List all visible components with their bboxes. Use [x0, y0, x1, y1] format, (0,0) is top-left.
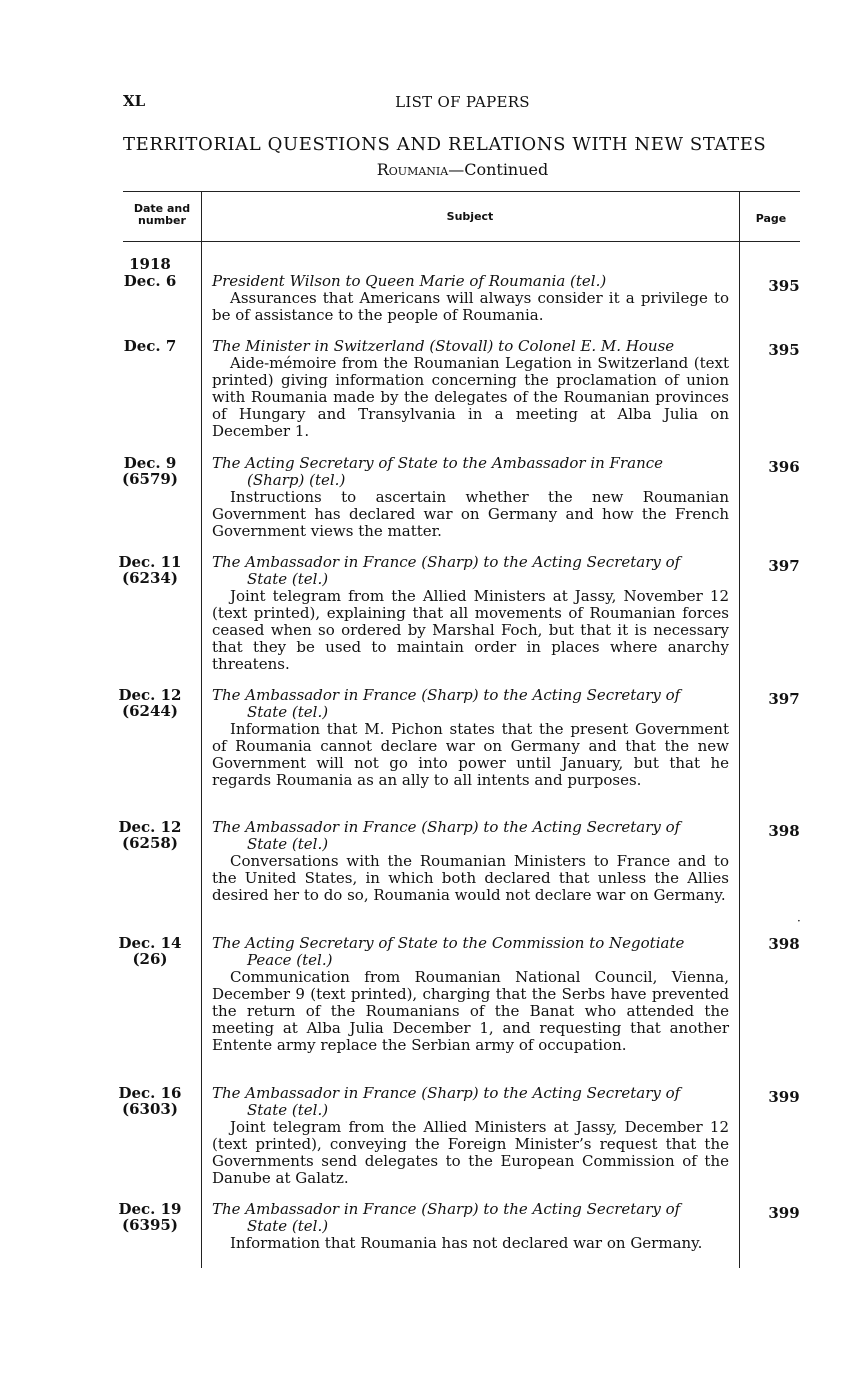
entry-title-line1: The Acting Secretary of State to the Ambassador in France [212, 454, 664, 472]
entry-date [110, 554, 190, 586]
entry-title [212, 935, 729, 969]
date-header-line1: Date and [133, 202, 191, 215]
entry-summary: Joint telegram from the Allied Ministers at Jassy, November 12 (text printed), explaining that all movements of Roumanian forces ceased when so ordered by Marshal Foch, but that it is necessary that they be used to maintain order in places where anarchy threatens. [212, 587, 729, 673]
entry-date-text: Dec. 12 [118, 686, 182, 704]
list-item [212, 819, 729, 904]
entry-date-text: Dec. 7 [123, 337, 177, 355]
entry-title-line2: State (tel.) [247, 835, 329, 853]
list-item [212, 1085, 729, 1187]
section-title: TERRITORIAL QUESTIONS AND RELATIONS WITH NEW STATES [123, 134, 767, 155]
entry-page: 395 [768, 277, 800, 295]
subsection-main: Roumania [376, 160, 449, 179]
header-bottom-rule [123, 241, 800, 242]
entry-title-line1: The Ambassador in France (Sharp) to the Acting Secretary of [212, 818, 681, 836]
list-item [212, 554, 729, 673]
entry-title [212, 819, 729, 853]
entry-summary: Information that M. Pichon states that the present Government of Roumania cannot declare war on Germany and that the new Government will not go into power until January, but that he regards Roumania as an ally to all intents and purposes. [212, 720, 729, 789]
stray-dot: · [797, 914, 801, 928]
entry-title [212, 554, 729, 588]
subsection-title [0, 160, 850, 179]
entry-summary: Conversations with the Roumanian Ministers to France and to the United States, in which both declared that unless the Allies desired her to do so, Roumania would not declare war on Germany. [212, 852, 729, 904]
list-item [212, 935, 729, 1054]
entry-number: (6395) [122, 1216, 178, 1234]
entry-title-line2: (Sharp) (tel.) [247, 471, 346, 489]
entry-summary: Aide-mémoire from the Roumanian Legation in Switzerland (text printed) giving information concerning the proclamation of union with Roumania made by the delegates of the Roumanian provinces of Hungary and Transylvania in a meeting at Alba Julia on December 1. [212, 354, 729, 440]
entry-title-line2: Peace (tel.) [247, 951, 333, 969]
entry-title-line1: The Acting Secretary of State to the Commission to Negotiate [212, 934, 685, 952]
entry-title [212, 455, 729, 489]
entry-number: (6303) [122, 1100, 178, 1118]
entry-summary: Communication from Roumanian National Council, Vienna, December 9 (text printed), charging that the Serbs have prevented the return of the Roumanians of the Banat who attended the meeting at Alba Julia December 1, and requesting that another Entente army replace the Serbian army of occupation. [212, 968, 729, 1054]
list-item [212, 455, 729, 540]
entry-summary: Assurances that Americans will always consider it a privilege to be of assistance to the people of Roumania. [212, 289, 729, 324]
entry-number: (26) [132, 950, 168, 968]
year-label: 1918 [129, 255, 171, 273]
entry-page: 397 [768, 557, 800, 575]
entry-page: 397 [768, 690, 800, 708]
date-header-line2: number [138, 214, 186, 227]
entry-date [110, 819, 190, 851]
entry-title-line1: President Wilson to Queen Marie of Roumania (tel.) [212, 272, 607, 290]
entry-summary: Instructions to ascertain whether the new Roumanian Government has declared war on Germany and how the French Government views the matter. [212, 488, 729, 540]
subject-column-header: Subject [446, 210, 494, 223]
entry-page: 399 [768, 1204, 800, 1222]
entry-page: 395 [768, 341, 800, 359]
list-item [212, 687, 729, 789]
entry-title [212, 338, 729, 355]
list-item [212, 1201, 729, 1252]
page-number: XL [123, 92, 146, 110]
entry-number: (6234) [122, 569, 178, 587]
entry-title [212, 1201, 729, 1235]
entry-date-text: Dec. 12 [118, 818, 182, 836]
column-divider-left [201, 191, 202, 1268]
entry-summary: Information that Roumania has not declared war on Germany. [230, 1234, 703, 1252]
entry-page: 398 [768, 935, 800, 953]
entry-date [110, 273, 190, 289]
entry-title-line2: State (tel.) [247, 570, 329, 588]
column-divider-right [739, 191, 740, 1268]
entry-title-line2: State (tel.) [247, 703, 329, 721]
entry-number: (6579) [122, 470, 178, 488]
running-head: LIST OF PAPERS [395, 93, 530, 111]
entry-summary: Joint telegram from the Allied Ministers at Jassy, December 12 (text printed), conveying the Foreign Minister’s request that the Governments send delegates to the European Commission of the Danube at Galatz. [212, 1118, 729, 1187]
entry-page: 398 [768, 822, 800, 840]
page-column-header: Page [755, 212, 787, 225]
entry-date-text: Dec. 6 [123, 272, 177, 290]
entry-date [110, 1085, 190, 1117]
entry-date-text: Dec. 14 [118, 934, 182, 952]
entry-title [212, 687, 729, 721]
entry-number: (6244) [122, 702, 178, 720]
entry-date-text: Dec. 11 [118, 553, 182, 571]
entry-date-text: Dec. 19 [118, 1200, 182, 1218]
entry-date-text: Dec. 16 [118, 1084, 182, 1102]
entry-date [110, 338, 190, 354]
entry-title-line2: State (tel.) [247, 1217, 329, 1235]
entry-date [110, 687, 190, 719]
entry-number: (6258) [122, 834, 178, 852]
entry-date [110, 1201, 190, 1233]
entry-date [110, 455, 190, 487]
date-column-header [123, 203, 201, 227]
entry-date-text: Dec. 9 [123, 454, 177, 472]
entry-title-line1: The Ambassador in France (Sharp) to the Acting Secretary of [212, 1200, 681, 1218]
entry-title-line2: State (tel.) [247, 1101, 329, 1119]
entry-date [110, 935, 190, 967]
entry-title-line1: The Minister in Switzerland (Stovall) to Colonel E. M. House [212, 337, 675, 355]
list-item [212, 338, 729, 440]
entry-title-line1: The Ambassador in France (Sharp) to the Acting Secretary of [212, 686, 681, 704]
entry-page: 396 [768, 458, 800, 476]
entry-page: 399 [768, 1088, 800, 1106]
entry-title-line1: The Ambassador in France (Sharp) to the Acting Secretary of [212, 553, 681, 571]
list-item [212, 273, 729, 324]
entry-title-line1: The Ambassador in France (Sharp) to the Acting Secretary of [212, 1084, 681, 1102]
entry-title [212, 1085, 729, 1119]
subsection-suffix: —Continued [448, 160, 549, 179]
entry-title [212, 273, 729, 290]
table-top-rule [123, 191, 800, 192]
